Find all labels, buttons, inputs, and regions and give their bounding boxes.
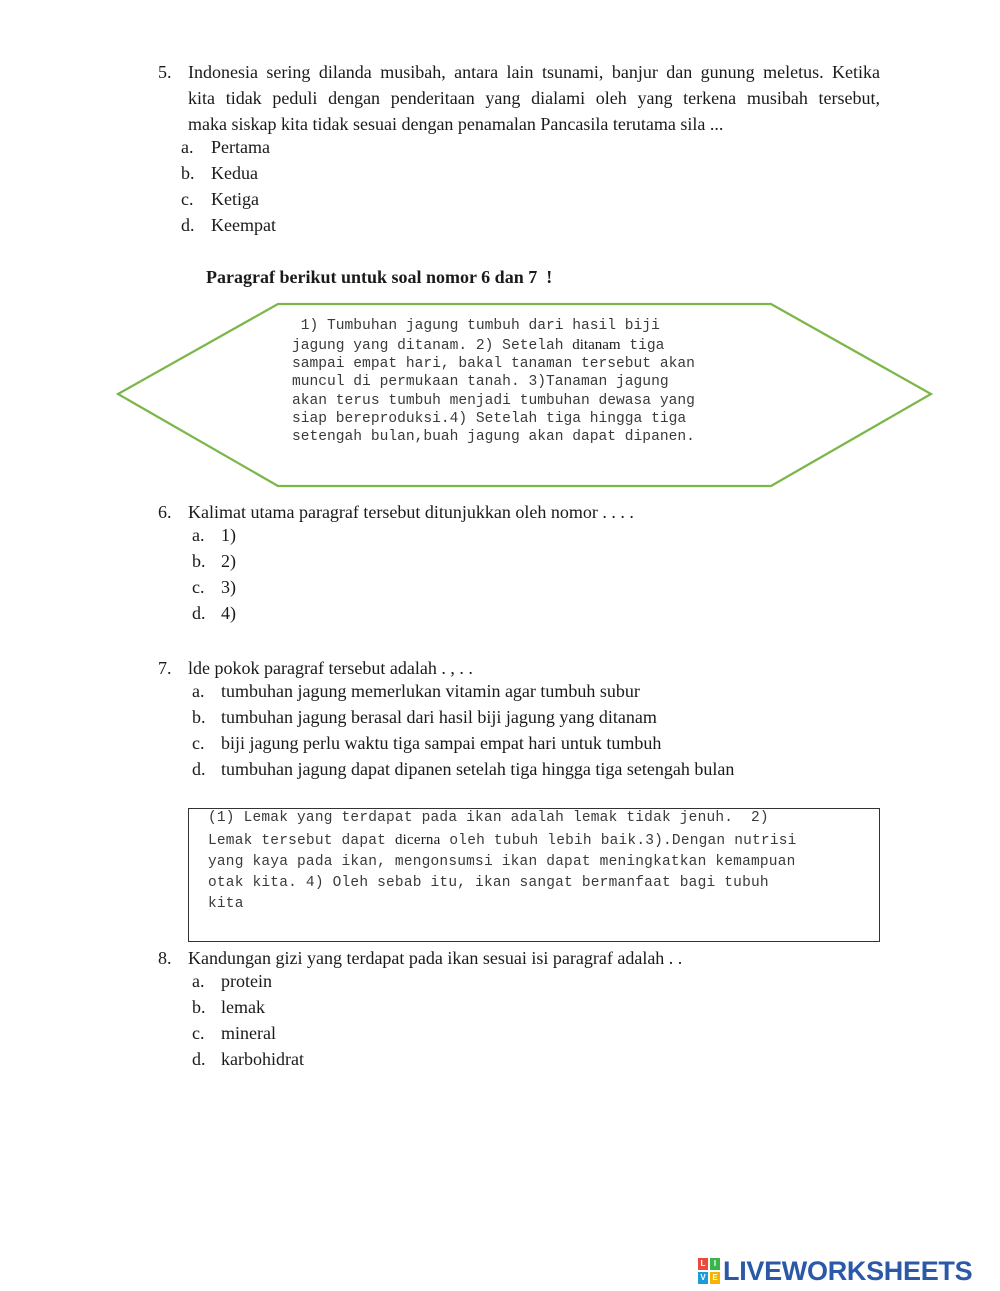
option-letter: d. (192, 603, 206, 623)
logo-tile-e: E (710, 1272, 720, 1284)
question-5-line-2: kita tidak peduli dengan penderitaan yang dialami oleh yang terkena musibah tersebut, (188, 88, 880, 108)
box-line-2c: oleh tubuh lebih baik.3).Dengan nutrisi (440, 833, 797, 849)
option-text: 1) (221, 525, 236, 545)
option-text: karbohidrat (221, 1049, 304, 1069)
option-text: biji jagung perlu waktu tiga sampai empat hari untuk tumbuh (221, 733, 662, 753)
box-line-5: kita (208, 896, 244, 912)
question-8-text: Kandungan gizi yang terdapat pada ikan sesuai isi paragraf adalah . . (188, 948, 683, 968)
box-line-4: otak kita. 4) Oleh sebab itu, ikan sangat bermanfaat bagi tubuh (208, 875, 769, 891)
box-line-3: yang kaya pada ikan, mengonsumsi ikan dapat meningkatkan kemampuan (208, 854, 796, 870)
hexagon-line-2a: jagung yang ditanam. 2) Setelah (292, 338, 573, 354)
box-line-2b: dicerna (394, 832, 441, 848)
option-letter: c. (192, 1023, 205, 1043)
option-letter: b. (192, 551, 206, 571)
hexagon-line-5: akan terus tumbuh menjadi tumbuhan dewasa yang (292, 393, 695, 409)
question-7-number: 7. (158, 658, 172, 678)
option-text: mineral (221, 1023, 276, 1043)
hexagon-line-2 (292, 337, 664, 354)
option-letter: b. (181, 163, 195, 183)
option-text: 4) (221, 603, 236, 623)
option-text: protein (221, 971, 272, 991)
option-text: Keempat (211, 215, 276, 235)
option-letter: d. (181, 215, 195, 235)
option-text: tumbuhan jagung memerlukan vitamin agar tumbuh subur (221, 681, 640, 701)
hexagon-line-3: sampai empat hari, bakal tanaman tersebut akan (292, 356, 695, 372)
option-text: tumbuhan jagung dapat dipanen setelah tiga hingga tiga setengah bulan (221, 759, 735, 779)
question-7-text: lde pokok paragraf tersebut adalah . , . . (188, 658, 473, 678)
option-letter: b. (192, 707, 206, 727)
hexagon-line-1: 1) Tumbuhan jagung tumbuh dari hasil biji (292, 318, 660, 334)
option-text: 2) (221, 551, 236, 571)
option-text: lemak (221, 997, 265, 1017)
option-letter: d. (192, 759, 206, 779)
logo-tile-l: L (698, 1258, 708, 1270)
option-letter: a. (192, 971, 205, 991)
option-letter: b. (192, 997, 206, 1017)
option-letter: d. (192, 1049, 206, 1069)
question-8-number: 8. (158, 948, 172, 968)
option-text: Kedua (211, 163, 258, 183)
question-5-line-1: Indonesia sering dilanda musibah, antara lain tsunami, banjur dan gunung meletus. Ketika (188, 62, 880, 82)
hexagon-line-2b: ditanam (572, 337, 621, 353)
hexagon-line-6: siap bereproduksi.4) Setelah tiga hingga tiga (292, 411, 687, 427)
hexagon-line-4: muncul di permukaan tanah. 3)Tanaman jagung (292, 374, 669, 390)
box-line-1: (1) Lemak yang terdapat pada ikan adalah lemak tidak jenuh. 2) (208, 810, 769, 826)
paragraph-heading: Paragraf berikut untuk soal nomor 6 dan 7 ! (206, 267, 553, 287)
hexagon-line-7: setengah bulan,buah jagung akan dapat dipanen. (292, 429, 695, 445)
logo-icon (698, 1258, 720, 1284)
question-5-line-3: maka siskap kita tidak sesuai dengan penamalan Pancasila terutama sila ... (188, 114, 724, 134)
logo-text: LIVEWORKSHEETS (723, 1256, 973, 1286)
option-text: Pertama (211, 137, 270, 157)
option-text: 3) (221, 577, 236, 597)
box-line-2a: Lemak tersebut dapat (208, 833, 395, 849)
logo-tile-v: V (698, 1272, 708, 1284)
option-letter: a. (192, 681, 205, 701)
option-letter: c. (181, 189, 194, 209)
option-letter: a. (181, 137, 194, 157)
logo-tile-i: I (710, 1258, 720, 1270)
question-6-number: 6. (158, 502, 172, 522)
option-text: Ketiga (211, 189, 259, 209)
option-letter: c. (192, 733, 205, 753)
question-6-text: Kalimat utama paragraf tersebut ditunjukkan oleh nomor . . . . (188, 502, 634, 522)
option-letter: a. (192, 525, 205, 545)
question-5-number: 5. (158, 62, 172, 82)
option-text: tumbuhan jagung berasal dari hasil biji jagung yang ditanam (221, 707, 657, 727)
hexagon-line-2c: tiga (620, 338, 665, 354)
box-line-2 (208, 832, 797, 849)
option-letter: c. (192, 577, 205, 597)
